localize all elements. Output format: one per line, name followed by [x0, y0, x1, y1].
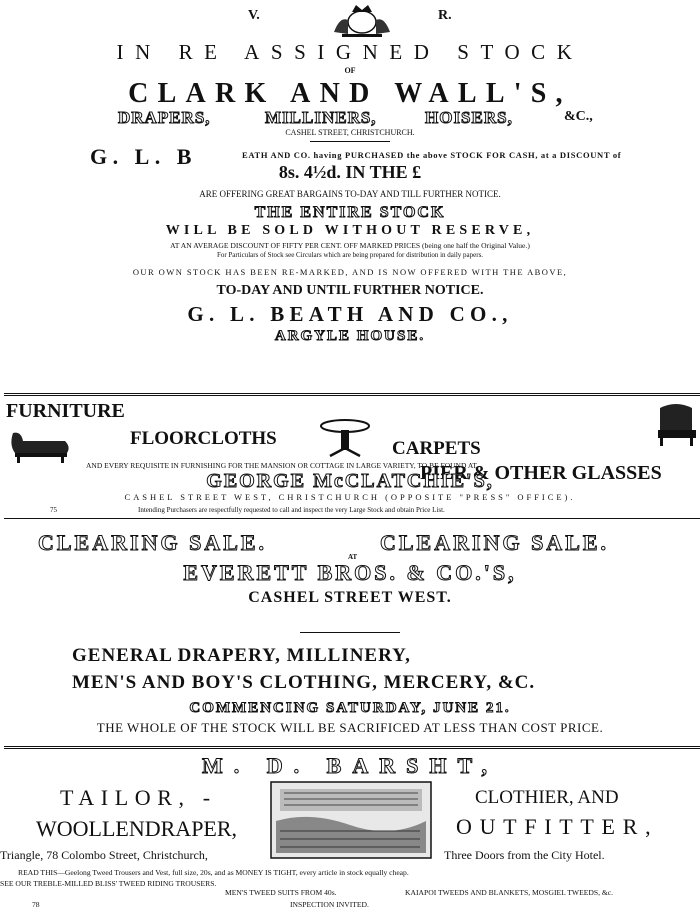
purchase-text: EATH AND CO. having PURCHASED the above STOCK FOR CASH, at a DISCOUNT of [242, 150, 622, 160]
furniture-heading: FURNITURE [6, 400, 125, 422]
offering-line: ARE OFFERING GREAT BARGAINS TO-DAY AND TILL FURTHER NOTICE. [199, 189, 501, 199]
woollendraper-label: WOOLLENDRAPER, [36, 816, 238, 841]
table-icon [318, 418, 372, 458]
section-divider-1 [4, 393, 700, 396]
kaiapoi-line: KAIAPOI TWEEDS AND BLANKETS, MOSGIEL TWEEDS, &c. [405, 888, 614, 897]
of-label: OF [344, 66, 356, 75]
cashel-street-west: CASHEL STREET WEST. [248, 589, 452, 606]
barsht-address: Triangle, 78 Colombo Street, Christchurch, [0, 848, 208, 862]
everett-bros: EVERETT BROS. & CO.'S, [183, 560, 517, 585]
royal-r: R. [438, 8, 452, 23]
firm-name: CLARK AND WALL'S, [128, 78, 572, 109]
mcclatchie-name: GEORGE McCLATCHIE'S, [206, 470, 494, 492]
short-divider [310, 141, 390, 142]
ad-number-78: 78 [32, 900, 40, 909]
sofa-icon [5, 425, 75, 465]
today-line: TO-DAY AND UNTIL FURTHER NOTICE. [216, 283, 484, 298]
will-be-sold: WILL BE SOLD WITHOUT RESERVE, [165, 223, 535, 238]
whole-stock-line: THE WHOLE OF THE STOCK WILL BE SACRIFICED AT LESS THAN COST PRICE. [96, 720, 604, 735]
trade-hoisers: HOISERS, [425, 108, 513, 127]
general-drapery: GENERAL DRAPERY, MILLINERY, [72, 645, 411, 666]
mcclatchie-address: CASHEL STREET WEST, CHRISTCHURCH (OPPOSITE "PRESS" OFFICE). [124, 492, 576, 502]
see-our-line: SEE OUR TREBLE-MILLED BLISS' TWEED RIDING TROUSERS. [0, 879, 217, 888]
section-divider-2 [4, 518, 700, 519]
mens-clothing: MEN'S AND BOY'S CLOTHING, MERCERY, &C. [72, 672, 536, 693]
royal-v: V. [248, 8, 260, 23]
clearing-sale-right: CLEARING SALE. [380, 530, 610, 555]
tailor-label: TAILOR, - [60, 785, 217, 810]
discount-amount: 8s. 4½d. IN THE £ [278, 162, 422, 182]
average-discount: AT AN AVERAGE DISCOUNT OF FIFTY PER CENT. OFF MARKED PRICES (being one half the Original Value.) [170, 241, 530, 250]
carpets-heading: CARPETS [392, 438, 481, 459]
ad-number-75: 75 [50, 506, 57, 514]
barsht-name: M. D. BARSHT, [202, 753, 498, 778]
trade-etc: &C., [564, 109, 593, 124]
royal-crest-icon [330, 2, 394, 38]
at-label: AT [348, 553, 358, 561]
trade-milliners: MILLINERS, [265, 108, 377, 127]
address-line: CASHEL STREET, CHRISTCHURCH. [285, 128, 415, 137]
armchair-icon [656, 402, 698, 448]
read-this-line: READ THIS—Geelong Tweed Trousers and Vest, full size, 20s, and as MONEY IS TIGHT, every article in stock equally cheap. [18, 868, 409, 877]
inspect-note: Intending Purchasers are respectfully requested to call and inspect the very Large Stock and obtain Price List. [138, 506, 445, 514]
glasses-heading: PIER & OTHER GLASSES [420, 462, 662, 484]
suits-line: MEN'S TWEED SUITS FROM 40s. [225, 888, 337, 897]
entire-stock: THE ENTIRE STOCK [254, 204, 446, 221]
assigned-stock-heading: IN RE ASSIGNED STOCK [116, 40, 584, 64]
short-divider-2 [300, 632, 400, 633]
purchase-initials: G. L. B [90, 144, 197, 169]
clearing-sale-left: CLEARING SALE. [38, 530, 268, 555]
commencing-line: COMMENCING SATURDAY, JUNE 21. [189, 700, 511, 716]
particulars-line: For Particulars of Stock see Circulars which are being prepared for distribution in daily papers. [216, 251, 484, 259]
shop-engraving-icon [270, 781, 432, 859]
clothier-label: CLOTHIER, AND [475, 787, 619, 808]
outfitter-label: OUTFITTER, [456, 814, 659, 839]
city-hotel-location: Three Doors from the City Hotel. [444, 848, 605, 862]
argyle-house: ARGYLE HOUSE. [274, 328, 426, 344]
section-divider-3 [4, 746, 700, 749]
floorcloths-heading: FLOORCLOTHS [130, 428, 277, 449]
beath-signature: G. L. BEATH AND CO., [187, 302, 513, 326]
trade-drapers: DRAPERS, [118, 108, 211, 127]
own-stock-line: OUR OWN STOCK HAS BEEN RE-MARKED, AND IS NOW OFFERED WITH THE ABOVE, [132, 267, 568, 277]
inspection-invited: INSPECTION INVITED. [290, 900, 369, 909]
requisite-line: AND EVERY REQUISITE IN FURNISHING FOR THE MANSION OR COTTAGE IN LARGE VARIETY, TO BE FOUND AT [86, 461, 478, 470]
